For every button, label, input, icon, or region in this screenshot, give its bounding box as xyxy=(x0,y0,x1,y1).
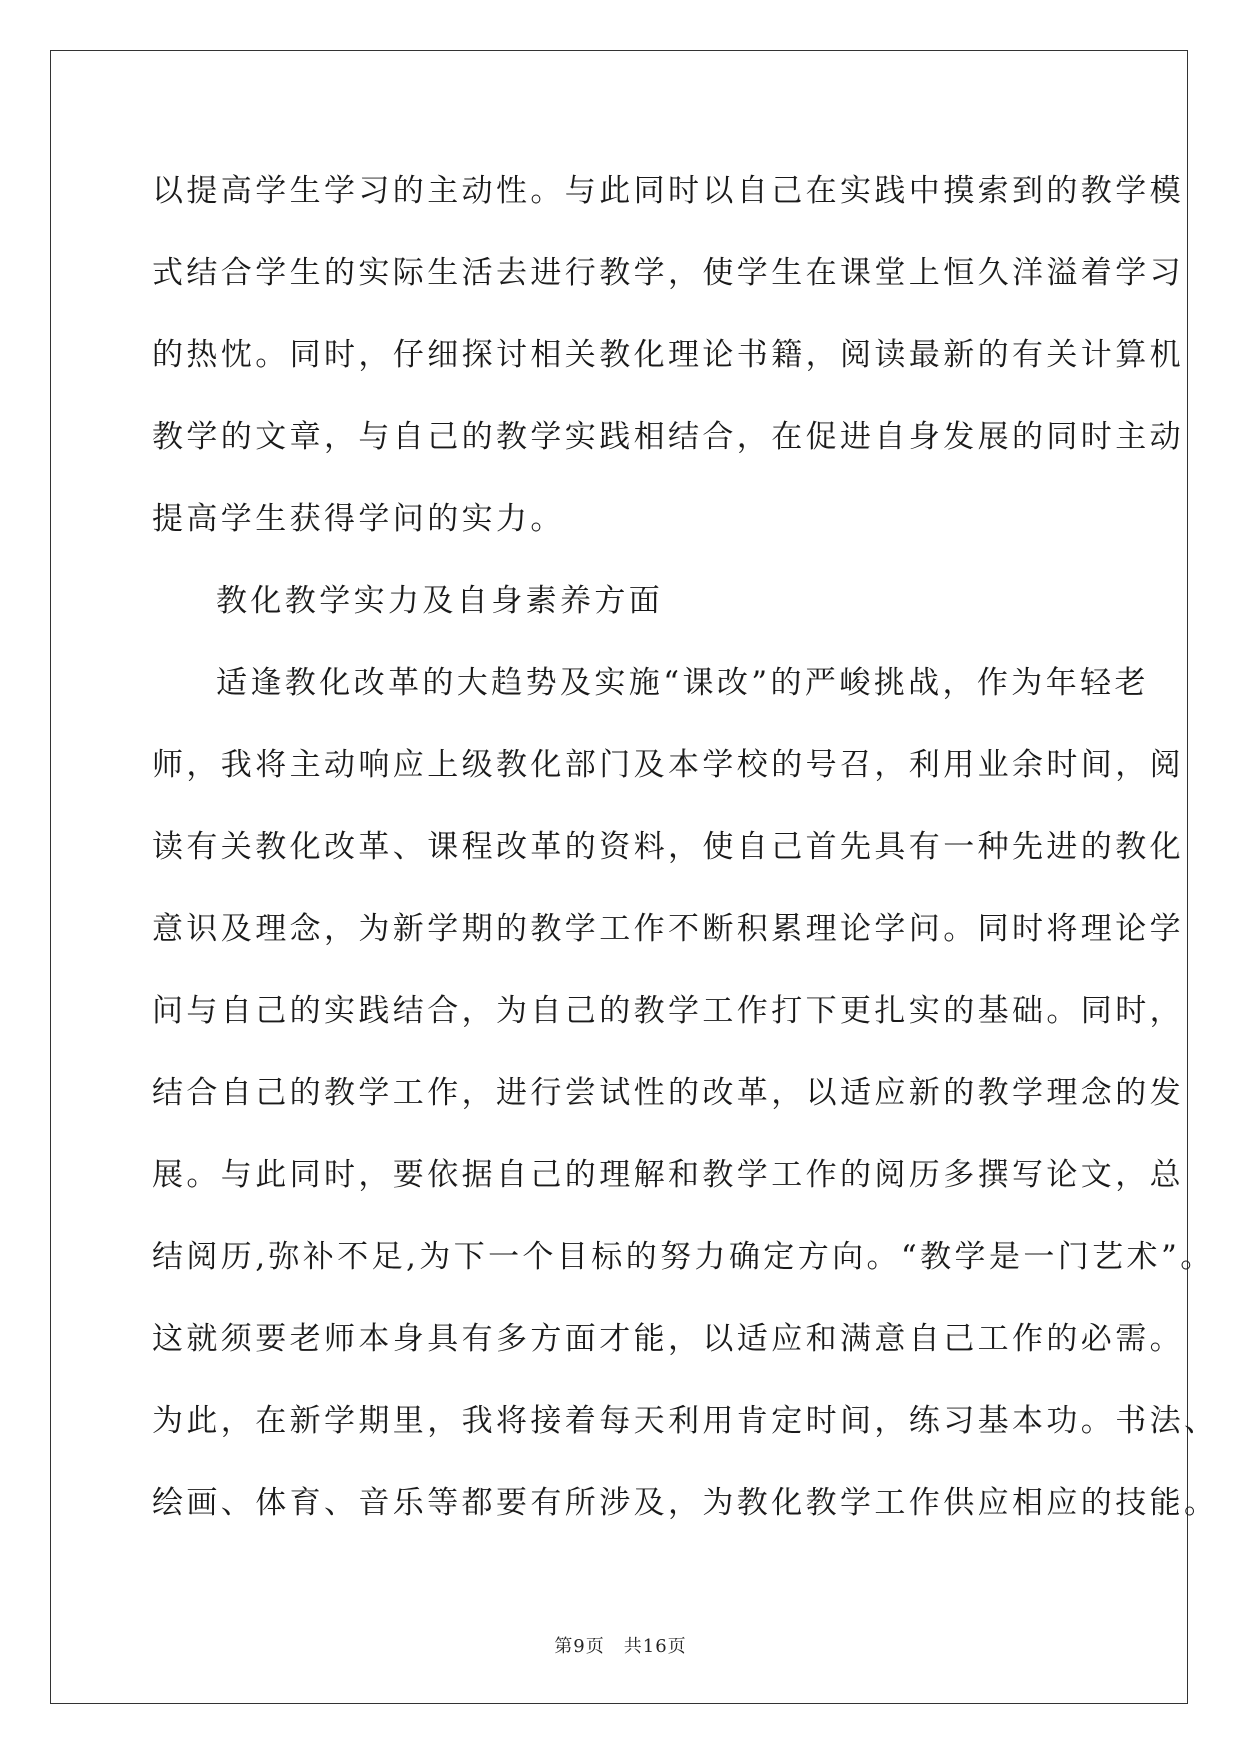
section-heading: 教化教学实力及自身素养方面 xyxy=(216,583,664,619)
text-line: 为此，在新学期里，我将接着每天利用肯定时间，练习基本功。书法、 xyxy=(152,1403,1219,1439)
text-line: 问与自己的实践结合，为自己的教学工作打下更扎实的基础。同时， xyxy=(152,993,1184,1029)
text-line: 的热忱。同时，仔细探讨相关教化理论书籍，阅读最新的有关计算机 xyxy=(152,337,1184,373)
page-number: 第9页 共16页 xyxy=(554,1636,687,1657)
text-line: 教学的文章，与自己的教学实践相结合，在促进自身发展的同时主动 xyxy=(152,419,1184,455)
document-body xyxy=(152,160,1219,1554)
text-line: 结合自己的教学工作，进行尝试性的改革，以适应新的教学理念的发 xyxy=(152,1075,1184,1111)
text-line: 师，我将主动响应上级教化部门及本学校的号召，利用业余时间，阅 xyxy=(152,747,1184,783)
text-line: 结阅历,弥补不足,为下一个目标的努力确定方向。“教学是一门艺术”。 xyxy=(152,1239,1215,1275)
text-line: 提高学生获得学问的实力。 xyxy=(152,501,565,537)
text-line: 式结合学生的实际生活去进行教学，使学生在课堂上恒久洋溢着学习 xyxy=(152,255,1184,291)
text-line: 意识及理念，为新学期的教学工作不断积累理论学问。同时将理论学 xyxy=(152,911,1184,947)
text-line: 绘画、体育、音乐等都要有所涉及，为教化教学工作供应相应的技能。 xyxy=(152,1485,1219,1521)
text-line: 这就须要老师本身具有多方面才能，以适应和满意自己工作的必需。 xyxy=(152,1321,1184,1357)
text-line: 读有关教化改革、课程改革的资料，使自己首先具有一种先进的教化 xyxy=(152,829,1184,865)
text-line: 以提高学生学习的主动性。与此同时以自己在实践中摸索到的教学模 xyxy=(152,173,1184,209)
text-line: 展。与此同时，要依据自己的理解和教学工作的阅历多撰写论文，总 xyxy=(152,1157,1184,1193)
text-line: 适逢教化改革的大趋势及实施“课改”的严峻挑战，作为年轻老 xyxy=(216,665,1149,701)
